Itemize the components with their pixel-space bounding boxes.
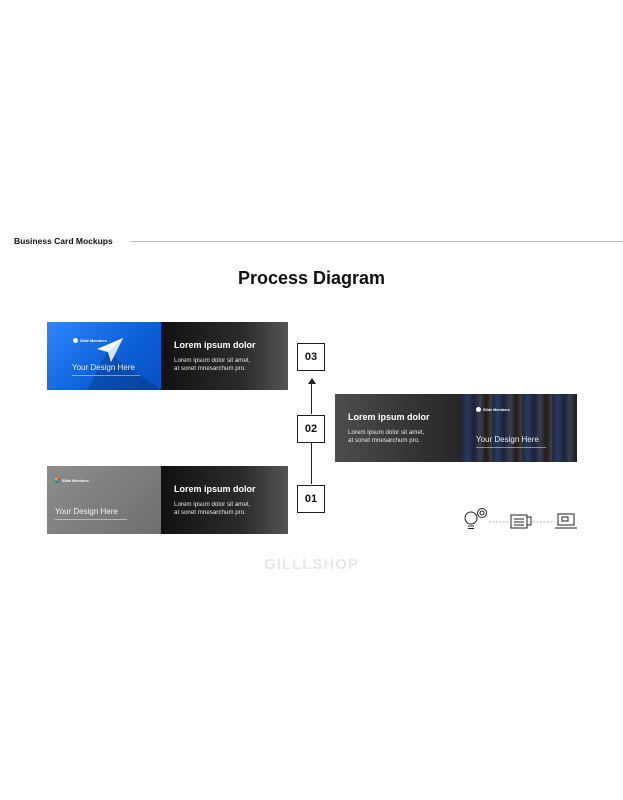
printer-icon: [511, 515, 531, 528]
business-card-mockup-textured: [462, 394, 577, 462]
banner-heading: Lorem ipsum dolor: [348, 412, 430, 422]
banner-body: Lorem ipsum dolor sit amet, at sonet mnesarchum pro.: [174, 357, 251, 372]
connector-line: [311, 443, 312, 484]
colorful-logo-icon: [55, 478, 60, 483]
banner-text-panel: [161, 322, 288, 390]
connector-line: [311, 384, 312, 414]
banner-body: Lorem ipsum dolor sit amet, at sonet mnesarchum pro.: [174, 501, 251, 516]
card-logo: Slide Members: [476, 407, 510, 412]
card-fine-print: [476, 447, 546, 448]
banner-heading: Lorem ipsum dolor: [174, 484, 256, 494]
step-number-02: 02: [297, 415, 325, 443]
lightbulb-icon: [465, 509, 487, 529]
banner-heading: Lorem ipsum dolor: [174, 340, 256, 350]
header-divider: [130, 241, 623, 242]
card-fine-print: [55, 519, 127, 520]
laptop-icon: [555, 514, 577, 528]
watermark: GILLLSHOP: [264, 556, 359, 573]
step-number-01: 01: [297, 485, 325, 513]
card-fine-print: [72, 375, 140, 376]
banner-text-panel: [161, 466, 288, 534]
banner-step-03: [47, 322, 288, 390]
card-logo: Slide Members: [55, 478, 89, 483]
card-design-text: Your Design Here: [55, 507, 118, 516]
card-logo: Slide Members: [73, 338, 107, 343]
card-design-text: Your Design Here: [476, 435, 539, 444]
banner-text-panel: [335, 394, 462, 462]
business-card-mockup-blue: [47, 322, 161, 390]
banner-body: Lorem ipsum dolor sit amet, at sonet mnesarchum pro.: [348, 429, 425, 444]
paper-plane-icon: [97, 338, 123, 362]
banner-step-02: [335, 394, 577, 462]
section-label: Business Card Mockups: [14, 236, 113, 246]
banner-step-01: [47, 466, 288, 534]
card-design-text: Your Design Here: [72, 363, 135, 372]
business-card-mockup-grey: [47, 466, 161, 534]
step-number-03: 03: [297, 343, 325, 371]
slide-title: Process Diagram: [237, 268, 386, 288]
process-icons: [462, 506, 582, 536]
